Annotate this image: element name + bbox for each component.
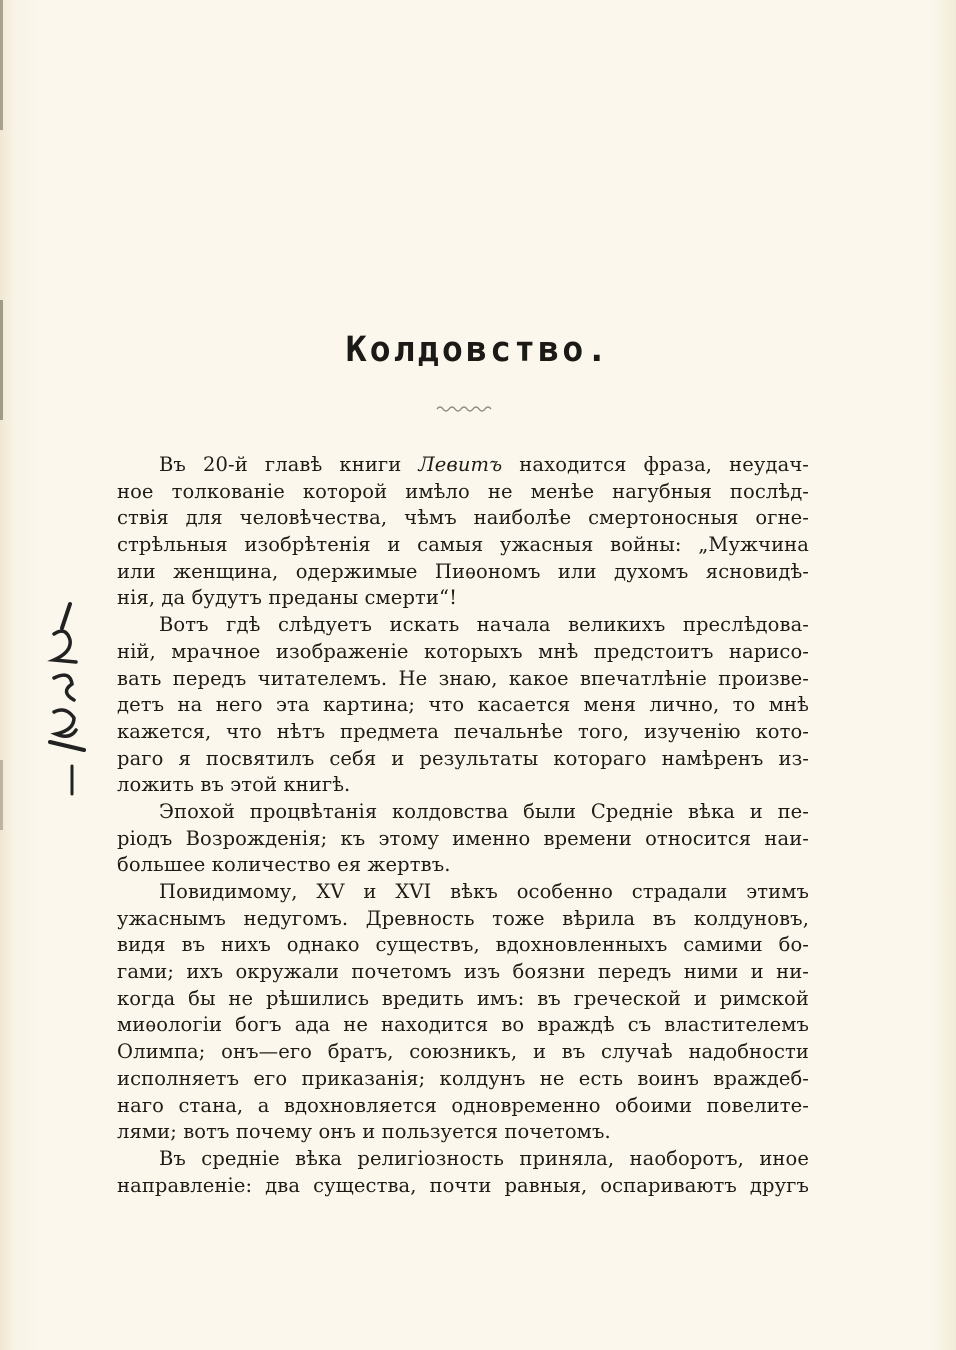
- text-line: миѳологіи богъ ада не находится во враждѣ съ властителемъ: [117, 1013, 809, 1037]
- paragraph: [117, 452, 809, 612]
- text-line: раго я посвятилъ себя и результаты котораго намѣренъ из-: [117, 746, 809, 770]
- text-line: стрѣльныя изобрѣтенія и самыя ужасныя войны: „Мужчина: [117, 533, 809, 557]
- paragraph: [117, 612, 809, 799]
- text-line: ній, мрачное изображеніе которыхъ мнѣ предстоитъ нарисо-: [117, 639, 809, 663]
- text-line: гами; ихъ окружали почетомъ изъ боязни передъ ними и ни-: [117, 960, 809, 984]
- handwritten-margin-note: [40, 600, 100, 800]
- text-line: видя въ нихъ однако существъ, вдохновленныхъ самими бо-: [117, 933, 809, 957]
- text-line: направленіе: два существа, почти равныя, оспариваютъ другъ: [117, 1173, 809, 1197]
- text-line: большее количество ея жертвъ.: [117, 853, 451, 877]
- text-line: [117, 452, 809, 479]
- book-title-italic: Левитъ: [418, 453, 503, 476]
- paragraph: [117, 1146, 809, 1199]
- body-text: [117, 452, 809, 1199]
- chapter-title: Колдовство.: [345, 330, 611, 370]
- text-line: ствія для человѣчества, чѣмъ наиболѣе смертоносныя огне-: [117, 506, 809, 530]
- text-line: ужаснымъ недугомъ. Древность тоже вѣрила въ колдуновъ,: [117, 906, 809, 930]
- title-ornament: [436, 404, 492, 414]
- text-line: Олимпа; онъ—его братъ, союзникъ, и въ случаѣ надобности: [117, 1040, 809, 1064]
- text-line: Въ средніе вѣка религіозность приняла, наоборотъ, иное: [159, 1146, 809, 1170]
- text-line: исполняетъ его приказанія; колдунъ не есть воинъ враждеб-: [117, 1066, 809, 1090]
- paragraph: [117, 879, 809, 1146]
- text-line: нія, да будутъ преданы смерти“!: [117, 586, 458, 610]
- text-run: Въ 20-й главѣ книги: [159, 453, 419, 476]
- text-line: детъ на него эта картина; что касается меня лично, то мнѣ: [117, 693, 809, 717]
- text-run: находится фраза, неудач-: [502, 453, 809, 476]
- text-line: когда бы не рѣшились вредить имъ: въ греческой и римской: [117, 986, 809, 1010]
- paragraph: [117, 799, 809, 879]
- text-line: кажется, что нѣтъ предмета печальнѣе того, изученію кото-: [117, 719, 809, 743]
- text-line: Повидимому, XV и XVI вѣкъ особенно страдали этимъ: [159, 880, 809, 903]
- page-edge-mark: [0, 760, 3, 830]
- text-line: или женщина, одержимые Пиѳономъ или духомъ ясновидѣ-: [117, 559, 809, 583]
- text-line: ное толкованіе которой имѣло не менѣе нагубныя послѣд-: [117, 479, 809, 503]
- text-line: ложить въ этой книгѣ.: [117, 773, 351, 797]
- text-line: Вотъ гдѣ слѣдуетъ искать начала великихъ преслѣдова-: [159, 613, 809, 637]
- text-line: ріодъ Возрожденія; къ этому именно времени относится наи-: [117, 826, 809, 850]
- page-edge-mark: [0, 0, 3, 130]
- text-line: лями; вотъ почему онъ и пользуется почетомъ.: [117, 1120, 611, 1144]
- text-line: наго стана, а вдохновляется одновременно обоими повелите-: [117, 1093, 809, 1117]
- text-line: вать передъ читателемъ. Не знаю, какое впечатлѣніе произве-: [117, 666, 809, 690]
- text-line: Эпохой процвѣтанія колдовства были Средніе вѣка и пе-: [159, 799, 809, 823]
